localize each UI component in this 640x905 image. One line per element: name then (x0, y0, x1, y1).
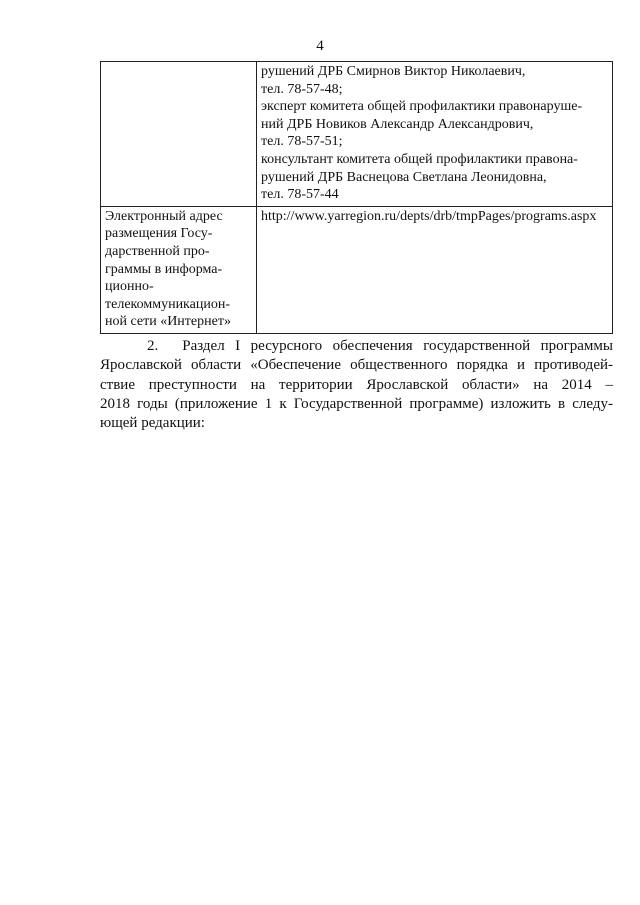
contact-line: тел. 78-57-48; (261, 81, 343, 97)
paragraph-line: ющей редакции: (100, 415, 205, 432)
label-line: Электронный адрес (105, 208, 223, 224)
paragraph-line: ствие преступности на территории Ярославской области» на 2014 – (100, 376, 613, 393)
program-url: http://www.yarregion.ru/depts/drb/tmpPages/programs.aspx (261, 208, 597, 224)
page-number: 4 (316, 38, 324, 54)
paragraph-line: 2018 годы (приложение 1 к Государственной программе) изложить в следу- (100, 395, 613, 412)
contacts-cell (257, 62, 613, 207)
contact-line: рушений ДРБ Васнецова Светлана Леонидовна, (261, 169, 547, 185)
label-line: граммы в информа- (105, 261, 223, 277)
table-row (101, 62, 613, 207)
web-address-label-cell (101, 206, 257, 333)
contact-line: рушений ДРБ Смирнов Виктор Николаевич, (261, 64, 526, 79)
table-row (101, 206, 613, 333)
contact-line: тел. 78-57-44 (261, 187, 339, 203)
program-info-table (100, 61, 613, 334)
label-line: ной сети «Интернет» (105, 314, 231, 330)
label-line: телекоммуникацион- (105, 296, 231, 312)
contact-line: эксперт комитета общей профилактики правонаруше- (261, 99, 583, 115)
contact-line: консультант комитета общей профилактики правона- (261, 151, 578, 167)
paragraph-line: Раздел I ресурсного обеспечения государственной программы (182, 338, 613, 354)
paragraph-line: Ярославской области «Обеспечение общественного порядка и противодей- (100, 357, 613, 374)
web-address-value-cell (257, 206, 613, 333)
label-line: размещения Госу- (105, 226, 213, 242)
paragraph-line-first (100, 337, 613, 356)
section-paragraph (100, 337, 613, 433)
paragraph-number: 2. (147, 338, 159, 354)
label-line: дарственной про- (105, 243, 210, 259)
table-cell-empty-label (101, 62, 257, 207)
contact-line: ний ДРБ Новиков Александр Александрович, (261, 116, 534, 132)
contact-line: тел. 78-57-51; (261, 134, 343, 150)
label-line: ционно- (105, 279, 154, 295)
